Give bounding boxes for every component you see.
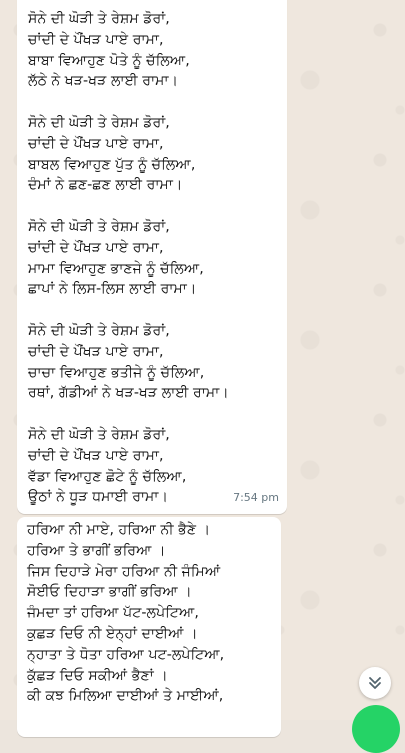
text-line: ਬਾਬਲ ਵਿਆਹੁਣ ਪੁੱਤ ਨੂੰ ਚੱਲਿਆ, <box>28 156 196 173</box>
text-line: ਛਾਪਾਂ ਨੇ ਲਿਸ-ਲਿਸ ਲਾਈ ਰਾਮਾ। <box>28 281 197 298</box>
message-text <box>28 9 281 508</box>
text-line: ਵੱਡਾ ਵਿਆਹੁਣ ਛੋਟੇ ਨੂੰ ਚੱਲਿਆ, <box>28 468 187 485</box>
text-line: ਜਿਸ ਦਿਹਾੜੇ ਮੇਰਾ ਹਰਿਆ ਨੀ ਜੰਮਿਆਂ <box>27 563 221 580</box>
text-line: ਬਾਬਾ ਵਿਆਹੁਣ ਪੋਤੇ ਨੂੰ ਚੱਲਿਆ, <box>28 52 190 69</box>
text-line: ਸੋਨੇ ਦੀ ਘੋੜੀ ਤੇ ਰੇਸ਼ਮ ਡੋਰਾਂ, <box>28 322 170 339</box>
text-line: ਚਾਂਦੀ ਦੇ ਪੌਂਖੜ ਪਾਏ ਰਾਮਾ, <box>28 343 164 360</box>
text-line: ਲੱਠੇ ਨੇ ਖੜ-ਖੜ ਲਾਈ ਰਾਮਾ। <box>28 73 179 90</box>
message-bubble[interactable] <box>17 517 281 737</box>
text-line: ਕੁੱਛੜ ਦਿਓ ਸਕੀਆਂ ਭੈਣਾਂ । <box>27 667 168 684</box>
scroll-to-bottom-button[interactable] <box>359 667 391 699</box>
text-line: ਦੰਮਾਂ ਨੇ ਛਣ-ਛਣ ਲਾਈ ਰਾਮਾ। <box>28 177 183 194</box>
stanza <box>28 217 281 300</box>
stanza <box>28 9 281 92</box>
text-line: ਕੀ ਕਝ ਮਿਲਿਆ ਦਾਈਆਂ ਤੇ ਮਾਈਆਂ, <box>27 688 224 705</box>
message-bubble[interactable] <box>17 0 287 514</box>
text-line: ਸੋਈਓ ਦਿਹਾੜਾ ਭਾਗੀਂ ਭਰਿਆ । <box>27 584 192 601</box>
text-line: ਚਾਂਦੀ ਦੇ ਪੌਂਖੜ ਪਾਏ ਰਾਮਾ, <box>28 239 164 256</box>
message-timestamp: 7:54 pm <box>233 491 279 505</box>
fab-button[interactable] <box>352 705 400 753</box>
text-line: ਸੋਨੇ ਦੀ ਘੋੜੀ ਤੇ ਰੇਸ਼ਮ ਡੋਰਾਂ, <box>28 114 170 131</box>
text-line: ਹਰਿਆ ਤੇ ਭਾਗੀਂ ਭਰਿਆ । <box>27 542 166 559</box>
text-line: ਚਾਂਦੀ ਦੇ ਪੌਂਖੜ ਪਾਏ ਰਾਮਾ, <box>28 447 164 464</box>
text-line: ਸੋਨੇ ਦੀ ਘੋੜੀ ਤੇ ਰੇਸ਼ਮ ਡੋਰਾਂ, <box>28 426 170 443</box>
text-line: ਹਰਿਆ ਨੀ ਮਾਏ, ਹਰਿਆ ਨੀ ਭੈਣੇ । <box>27 522 211 538</box>
text-line: ਮਾਮਾ ਵਿਆਹੁਣ ਭਾਣਜੇ ਨੂੰ ਚੱਲਿਆ, <box>28 260 204 277</box>
text-line: ਜੰਮਦਾ ਤਾਂ ਹਰਿਆ ਪੱਟ-ਲਪੇਟਿਆ, <box>27 605 199 622</box>
text-line: ਚਾਚਾ ਵਿਆਹੁਣ ਭਤੀਜੇ ਨੂੰ ਚੱਲਿਆ, <box>28 364 205 381</box>
message-text <box>27 520 277 707</box>
stanza <box>28 113 281 196</box>
text-line: ਊਠਾਂ ਨੇ ਧੂੜ ਧਮਾਈ ਰਾਮਾ। <box>28 489 169 506</box>
text-line: ਕੁਛੜ ਦਿਓ ਨੀ ਏਨ੍ਹਾਂ ਦਾਈਆਂ । <box>27 625 198 642</box>
text-line: ਸੋਨੇ ਦੀ ਘੋੜੀ ਤੇ ਰੇਸ਼ਮ ਡੋਰਾਂ, <box>28 218 170 235</box>
text-line: ਚਾਂਦੀ ਦੇ ਪੌਂਖੜ ਪਾਏ ਰਾਮਾ, <box>28 31 164 48</box>
text-line: ਸੋਨੇ ਦੀ ਘੋੜੀ ਤੇ ਰੇਸ਼ਮ ਡੋਰਾਂ, <box>28 11 170 27</box>
text-line: ਨ੍ਹਾਤਾ ਤੇ ਧੋਤਾ ਹਰਿਆ ਪਟ-ਲਪੇਟਿਆ, <box>27 646 225 663</box>
text-line: ਰਥਾਂ, ਗੱਡੀਆਂ ਨੇ ਖੜ-ਖੜ ਲਾਈ ਰਾਮਾ। <box>28 385 229 402</box>
chevron-double-down-icon <box>366 674 384 692</box>
text-line: ਚਾਂਦੀ ਦੇ ਪੌਂਖੜ ਪਾਏ ਰਾਮਾ, <box>28 135 164 152</box>
stanza <box>28 321 281 404</box>
